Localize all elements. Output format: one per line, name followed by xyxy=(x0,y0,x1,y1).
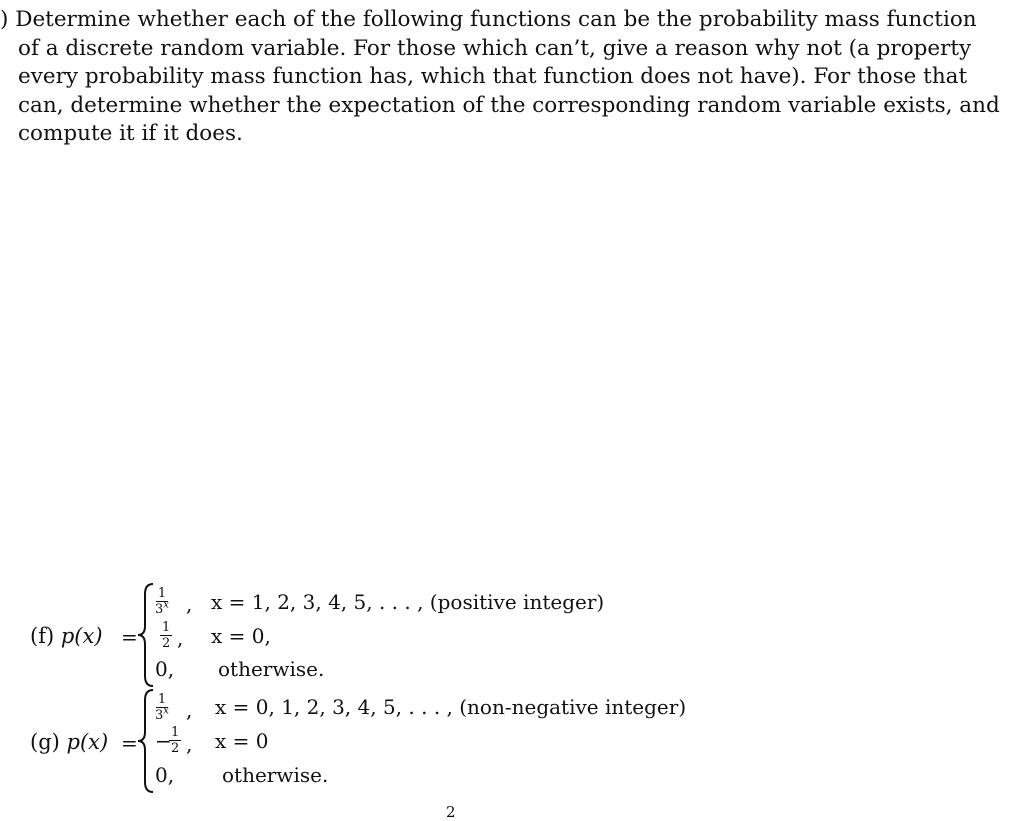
fraction-denominator: 2 xyxy=(162,636,171,651)
part-f-case2-condition: x = 0, xyxy=(211,624,271,648)
problem-line-3: every probability mass function has, which that function does not have). For those that xyxy=(18,64,968,89)
part-g-case2-condition: x = 0 xyxy=(215,729,269,753)
part-f-case2-fraction xyxy=(160,621,172,650)
part-f-case1-fraction xyxy=(155,587,169,616)
comma: , xyxy=(186,592,193,616)
problem-statement xyxy=(0,6,1000,149)
problem-line-1: ) Determine whether each of the following functions can be the probability mass function xyxy=(0,7,977,32)
part-g-case1-fraction xyxy=(155,693,169,722)
part-f-case3-value: 0, xyxy=(155,657,175,681)
part-f-letter: (f) xyxy=(30,624,55,648)
fraction-denominator: 3 xyxy=(155,708,164,723)
comma: , xyxy=(186,732,193,756)
fraction-exponent: x xyxy=(163,599,169,611)
part-g-function: p(x) xyxy=(66,730,109,754)
page-number: 2 xyxy=(446,803,456,821)
fraction-denominator: 3 xyxy=(155,602,164,617)
fraction-numerator: 1 xyxy=(157,692,167,707)
part-f-case1-condition: x = 1, 2, 3, 4, 5, . . . , (positive integer) xyxy=(211,590,605,614)
problem-line-4: can, determine whether the expectation of the corresponding random variable exists, and xyxy=(18,92,1000,118)
fraction-numerator: 1 xyxy=(171,725,180,740)
part-g-label xyxy=(30,730,108,754)
part-g-letter: (g) xyxy=(30,730,60,754)
problem-line-2: of a discrete random variable. For those which can’t, give a reason why not (a property xyxy=(18,35,972,61)
problem-line-5: compute it if it does. xyxy=(18,121,243,146)
part-g-case2-fraction xyxy=(169,726,181,755)
fraction-denominator: 2 xyxy=(171,741,180,756)
part-g-case1-condition: x = 0, 1, 2, 3, 4, 5, . . . , (non-negative integer) xyxy=(215,695,687,719)
part-g-case2-sign: − xyxy=(155,729,172,753)
fraction-exponent: x xyxy=(163,705,169,717)
part-f-equals: = xyxy=(121,625,138,649)
part-g-case3-condition: otherwise. xyxy=(222,763,329,787)
part-f-function: p(x) xyxy=(60,624,103,648)
part-f-brace xyxy=(136,582,156,688)
part-g-equals: = xyxy=(121,731,138,755)
fraction-numerator: 1 xyxy=(162,620,171,635)
comma: , xyxy=(186,698,193,722)
part-f-label xyxy=(30,624,103,648)
part-g-case3-value: 0, xyxy=(155,763,175,787)
part-g-brace xyxy=(136,688,156,794)
fraction-numerator: 1 xyxy=(157,586,167,601)
part-f-case3-condition: otherwise. xyxy=(218,657,325,681)
comma: , xyxy=(177,626,184,650)
